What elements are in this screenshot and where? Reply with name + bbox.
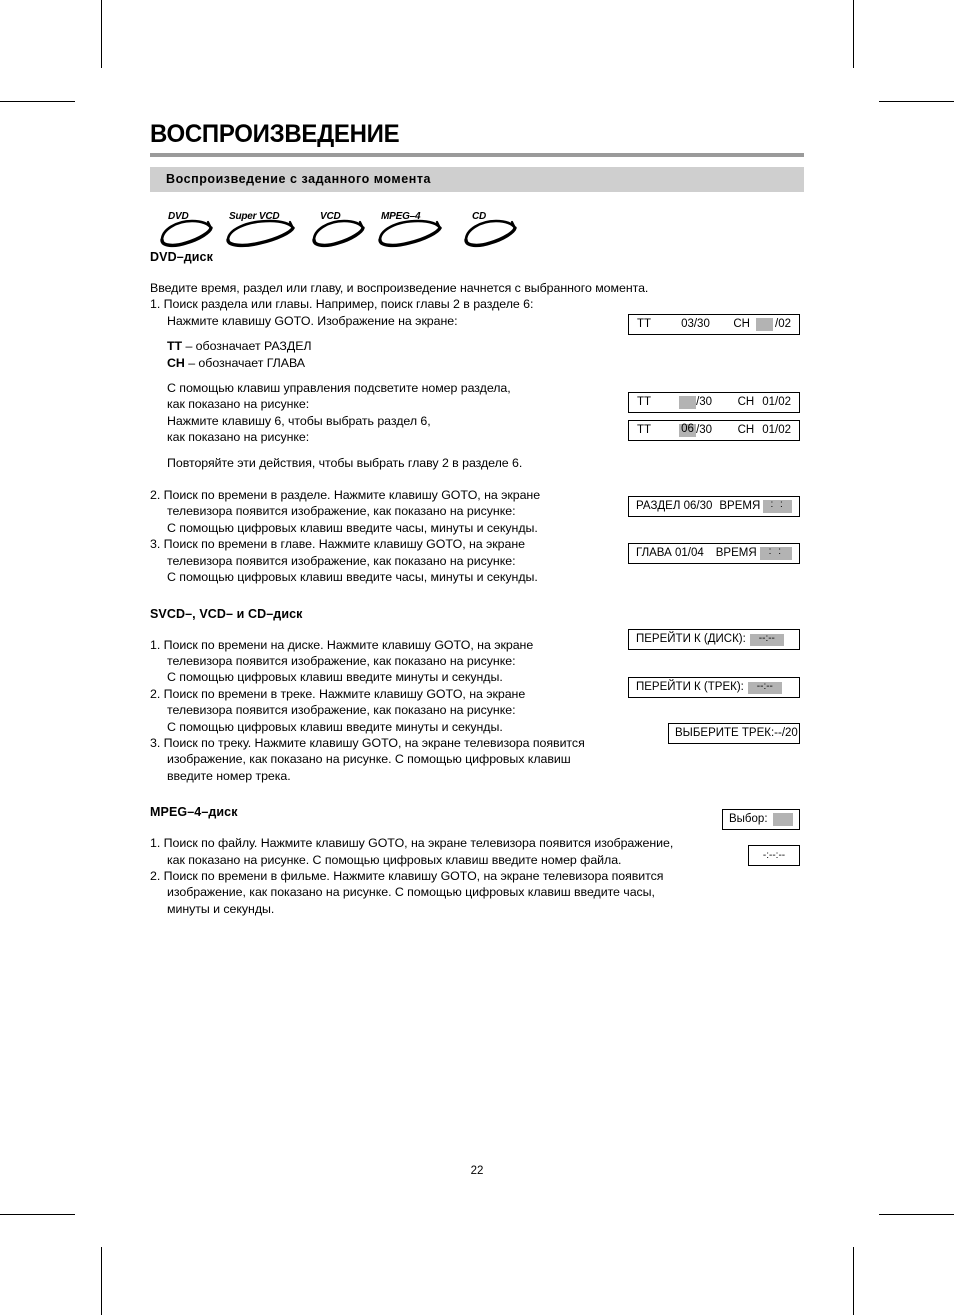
crop-mark-bottom-left-vertical	[101, 1247, 102, 1315]
osd-title-06-highlight	[628, 420, 800, 441]
osd-tt-label: TT	[637, 423, 652, 436]
legend-ch-text: – обозначает ГЛАВА	[188, 355, 305, 370]
osd-goto-disc-label: ПЕРЕЙТИ К (ДИСК):	[636, 632, 746, 645]
osd-select-track	[668, 723, 800, 744]
svcd-step-2-line3: С помощью цифровых клавиш введите минуты и секунды.	[167, 719, 503, 734]
crop-mark-top-left-horizontal	[0, 101, 75, 102]
crop-mark-top-left-vertical	[101, 0, 102, 68]
osd-ch-label: CH	[733, 317, 750, 330]
mpeg4-step-1-line2: как показано на рисунке. С помощью цифровых клавиш введите номер файла.	[167, 852, 622, 867]
crop-mark-top-right-vertical	[853, 0, 854, 68]
osd-movie-time	[748, 845, 800, 866]
legend-ch-key: CH	[167, 355, 185, 370]
disc-label: VCD	[320, 211, 341, 222]
disc-type-logos	[158, 210, 804, 250]
crop-mark-top-right-horizontal	[879, 101, 954, 102]
osd-chapter-time-search	[628, 543, 800, 564]
osd-select-file-label: Выбор:	[729, 812, 768, 825]
dvd-para2-line2: как показано на рисунке:	[167, 397, 310, 412]
disc-label: MPEG–4	[381, 211, 421, 222]
osd-tt-highlight: 06	[679, 424, 696, 437]
dvd-step-1-sub: Нажмите клавишу GOTO. Изображение на экране:	[167, 313, 458, 328]
svcd-step-3-line3: введите номер трека.	[167, 768, 291, 783]
osd-time-value: : :	[763, 500, 792, 513]
disc-label: Super VCD	[229, 211, 280, 222]
osd-title-chapter-blank	[628, 314, 800, 335]
svcd-step-1-line1: 1. Поиск по времени на диске. Нажмите клавишу GOTO, на экране	[150, 637, 534, 652]
svcd-step-3-line1: 3. Поиск по треку. Нажмите клавишу GOTO, на экране телевизора появится	[150, 735, 585, 750]
osd-ch-highlight	[756, 318, 773, 331]
dvd-step-3-line3: С помощью цифровых клавиш введите часы, минуты и секунды.	[167, 570, 538, 585]
dvd-step-1: 1. Поиск раздела или главы. Например, поиск главы 2 в разделе 6:	[150, 297, 534, 312]
osd-title-time-search	[628, 496, 800, 517]
osd-ch-value: 01/02	[762, 423, 791, 436]
dvd-step-3-line2: телевизора появится изображение, как показано на рисунке:	[167, 553, 516, 568]
osd-movie-time-value: -:--:--	[762, 849, 786, 861]
heading-svcd-vcd-cd-disc: SVCD–, VCD– и CD–диск	[150, 606, 303, 621]
osd-select-track-value: --/20	[774, 726, 798, 739]
disc-icon-cd	[462, 210, 524, 248]
crop-mark-bottom-right-vertical	[853, 1247, 854, 1315]
section-heading-bar: Воспроизведение с заданного момента	[150, 167, 804, 192]
osd-time-value: : :	[760, 547, 792, 560]
svcd-step-2-line1: 2. Поиск по времени в треке. Нажмите клавишу GOTO, на экране	[150, 686, 526, 701]
osd-tt-value: 03/30	[681, 317, 710, 330]
osd-ch-label: CH	[737, 395, 755, 408]
osd-goto-disc-time	[628, 629, 800, 650]
osd-tt-suffix: /30	[696, 395, 713, 408]
dvd-step-3-line1: 3. Поиск по времени в главе. Нажмите клавишу GOTO, на экране	[150, 537, 525, 552]
osd-select-file-value	[773, 813, 793, 826]
osd-glava-label: ГЛАВА 01/04	[636, 546, 704, 559]
osd-ch-label: CH	[737, 423, 755, 436]
osd-ch-value: 01/02	[762, 395, 791, 408]
mpeg4-step-1-line1: 1. Поиск по файлу. Нажмите клавишу GOTO, на экране телевизора появится изображение,	[150, 836, 674, 851]
disc-icon-dvd	[158, 210, 220, 248]
mpeg4-step-2-line3: минуты и секунды.	[167, 901, 275, 916]
osd-tt-suffix: /30	[696, 423, 713, 436]
disc-label: DVD	[168, 211, 189, 222]
crop-mark-bottom-right-horizontal	[879, 1214, 954, 1215]
disc-icon-vcd	[310, 210, 372, 248]
dvd-para2-line4: как показано на рисунке:	[167, 430, 310, 445]
svcd-step-3-line2: изображение, как показано на рисунке. С помощью цифровых клавиш	[167, 752, 571, 767]
osd-ch-suffix: /02	[775, 317, 791, 330]
dvd-para2-line1: С помощью клавиш управления подсветите номер раздела,	[167, 381, 511, 396]
disc-icon-mpeg4	[376, 210, 458, 248]
osd-razdel-label: РАЗДЕЛ 06/30	[636, 499, 713, 512]
page-content	[150, 122, 804, 917]
mpeg4-step-2-line2: изображение, как показано на рисунке. С помощью цифровых клавиш введите часы,	[167, 885, 655, 900]
page-number: 22	[470, 1165, 484, 1177]
dvd-intro-text: Введите время, раздел или главу, и воспроизведение начнется с выбранного момента.	[150, 281, 649, 295]
osd-tt-label: TT	[637, 317, 652, 330]
osd-select-track-label: ВЫБЕРИТЕ ТРЕК:	[675, 726, 775, 739]
heading-dvd-disc: DVD–диск	[150, 250, 213, 264]
heading-mpeg4-disc: MPEG–4–диск	[150, 805, 238, 820]
osd-select-file	[722, 809, 800, 830]
dvd-step-2-line1: 2. Поиск по времени в разделе. Нажмите клавишу GOTO, на экране	[150, 488, 541, 503]
osd-goto-track-value: --:--	[748, 682, 782, 694]
osd-time-label: ВРЕМЯ	[715, 546, 757, 559]
osd-tt-label: TT	[637, 395, 652, 408]
svcd-step-2-line2: телевизора появится изображение, как показано на рисунке:	[167, 703, 516, 718]
dvd-para2-line3: Нажмите клавишу 6, чтобы выбрать раздел 6,	[167, 413, 431, 428]
osd-goto-track-time	[628, 677, 800, 698]
page-title: ВОСПРОИЗВЕДЕНИЕ	[150, 120, 400, 148]
svcd-step-1-line3: С помощью цифровых клавиш введите минуты и секунды.	[167, 670, 503, 685]
dvd-legend-ch	[150, 355, 804, 371]
mpeg4-step-2-line1: 2. Поиск по времени в фильме. Нажмите клавишу GOTO, на экране телевизора появится	[150, 868, 664, 883]
osd-tt-highlight	[679, 396, 696, 409]
osd-title-blank-highlight	[628, 392, 800, 413]
legend-tt-key: TT	[167, 339, 183, 354]
crop-mark-bottom-left-horizontal	[0, 1214, 75, 1215]
disc-label: CD	[472, 211, 487, 222]
disc-icon-super-vcd	[224, 210, 306, 248]
osd-goto-track-label: ПЕРЕЙТИ К (ТРЕК):	[636, 680, 744, 693]
title-divider	[150, 153, 804, 157]
osd-time-label: ВРЕМЯ	[719, 499, 761, 512]
dvd-step-2-line2: телевизора появится изображение, как показано на рисунке:	[167, 504, 516, 519]
osd-goto-disc-value: --:--	[750, 634, 784, 646]
dvd-legend-tt	[150, 338, 804, 354]
svcd-step-1-line2: телевизора появится изображение, как показано на рисунке:	[167, 653, 516, 668]
dvd-para3: Повторяйте эти действия, чтобы выбрать главу 2 в разделе 6.	[167, 455, 523, 470]
legend-tt-text: – обозначает РАЗДЕЛ	[185, 339, 312, 354]
dvd-step-2-line3: С помощью цифровых клавиш введите часы, минуты и секунды.	[167, 520, 538, 535]
